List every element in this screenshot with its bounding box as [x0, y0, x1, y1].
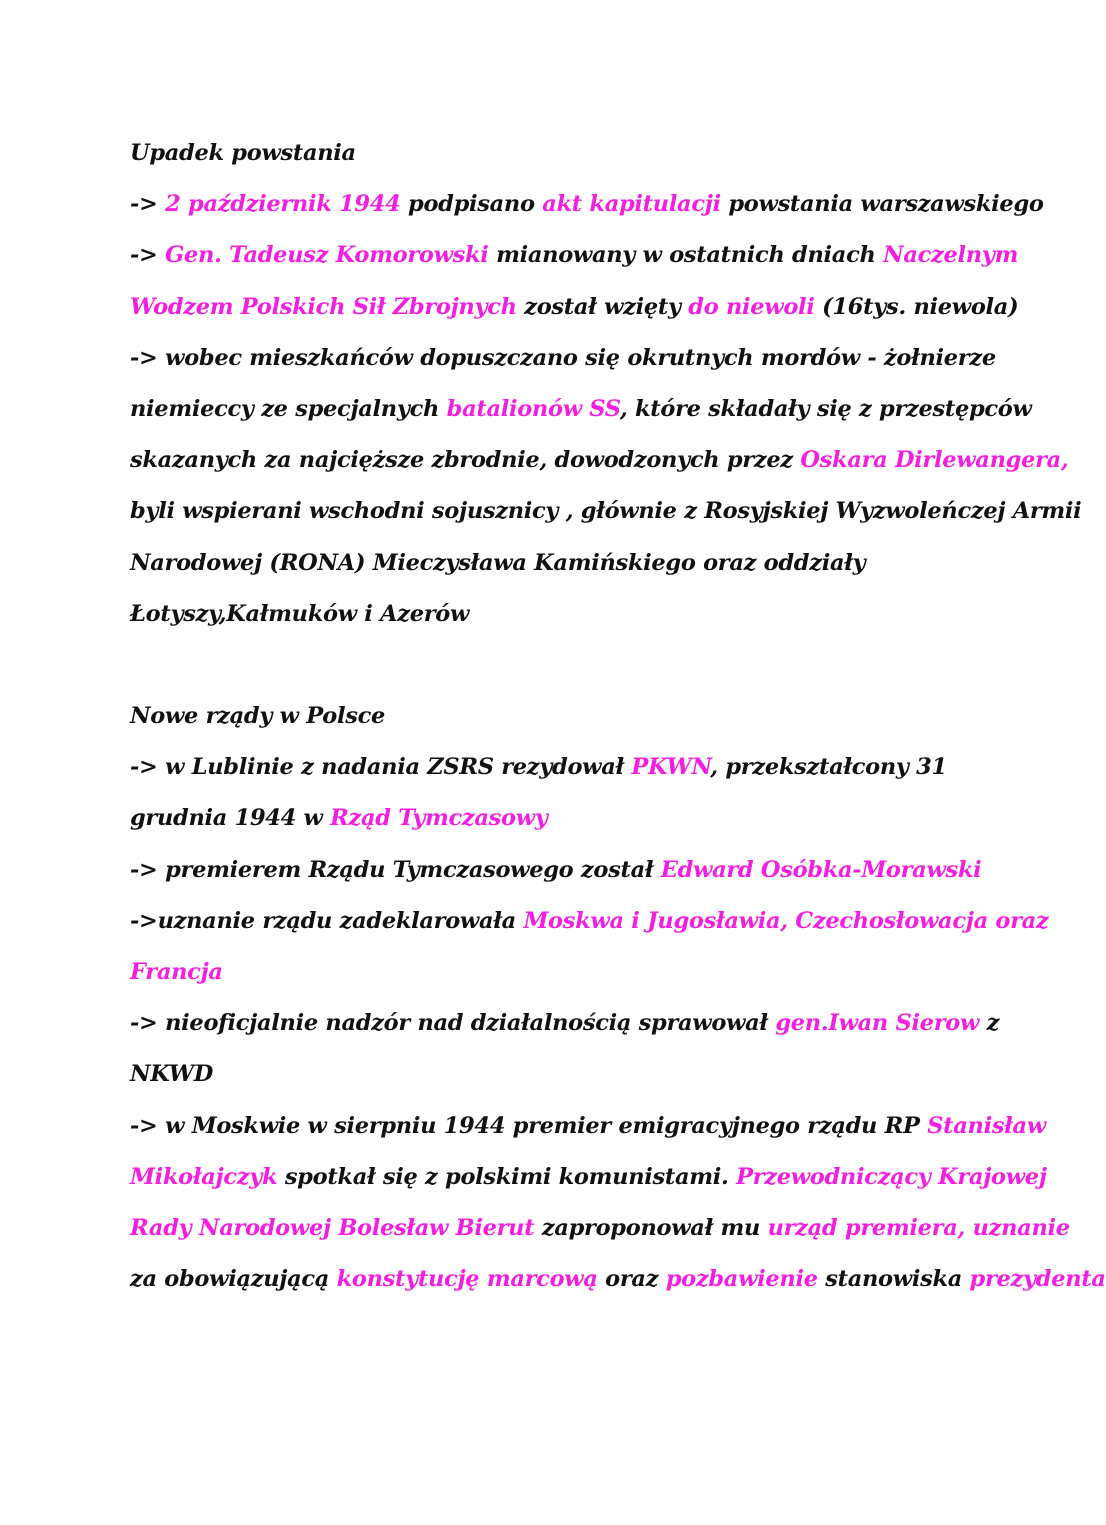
body-text: -> w Lublinie z nadania ZSRS rezydował: [130, 754, 632, 781]
body-text: spotkał się z polskimi komunistami.: [277, 1163, 737, 1190]
body-text: ->uznanie rządu zadeklarowała: [130, 907, 524, 934]
note-line: [130, 1203, 1070, 1254]
highlighted-text: Mikołajczyk: [130, 1163, 278, 1190]
highlighted-text: pozbawienie: [665, 1266, 818, 1293]
notes-page: [130, 128, 1106, 1305]
highlighted-text: Rady Narodowej Bolesław Bierut: [130, 1214, 535, 1241]
note-line: [130, 845, 982, 896]
body-text: oraz: [597, 1266, 666, 1293]
note-line: [130, 1254, 1106, 1305]
note-line: [130, 179, 1044, 230]
body-text: -> premierem Rządu Tymczasowego został: [130, 856, 661, 883]
highlighted-text: gen.Iwan Sierow: [775, 1010, 980, 1037]
body-text: Narodowej (RONA) Mieczysława Kamińskiego oraz oddziały: [130, 549, 866, 576]
note-line: [130, 384, 1032, 435]
body-text: (16tys. niewola): [814, 293, 1019, 320]
body-text: skazanych za najcięższe zbrodnie, dowodzonych przez: [130, 447, 801, 474]
highlighted-text: Edward Osóbka-Morawski: [660, 856, 982, 883]
highlighted-text: PKWN: [631, 754, 711, 781]
highlighted-text: Gen. Tadeusz Komorowski: [165, 242, 489, 269]
body-text: grudnia 1944 w: [130, 805, 331, 832]
section-heading: Upadek powstania: [130, 140, 356, 166]
note-line: [130, 793, 960, 844]
note-line: [130, 589, 960, 640]
body-text: -> nieoficjalnie nadzór nad działalnością sprawował: [130, 1010, 776, 1037]
body-text: stanowiska: [817, 1266, 970, 1293]
body-text: , które składały się z przestępców: [619, 395, 1032, 422]
highlighted-text: urząd premiera, uznanie: [767, 1214, 1070, 1241]
highlighted-text: Przewodniczący Krajowej: [736, 1163, 1047, 1190]
highlighted-text: Moskwa i Jugosławia, Czechosłowacja oraz: [523, 907, 1049, 934]
note-line: [130, 230, 1019, 281]
body-text: -> w Moskwie w sierpniu 1944 premier emigracyjnego rządu RP: [130, 1112, 928, 1139]
body-text: ->: [130, 191, 166, 218]
body-text: z: [979, 1010, 1000, 1037]
body-text: powstania warszawskiego: [720, 191, 1044, 218]
highlighted-text: Naczelnym: [883, 242, 1019, 269]
note-line: [130, 998, 1000, 1049]
body-text: zaproponował mu: [534, 1214, 768, 1241]
section-heading: Nowe rządy w Polsce: [130, 703, 385, 730]
highlighted-text: Rząd Tymczasowy: [330, 805, 548, 832]
note-line: [130, 486, 1082, 537]
note-line: [130, 1049, 960, 1100]
note-line: [130, 896, 1049, 947]
body-text: niemieccy ze specjalnych: [130, 395, 447, 422]
body-text: Łotyszy,Kałmuków i Azerów: [130, 600, 470, 627]
body-text: został wzięty: [516, 293, 689, 320]
body-text: byli wspierani wschodni sojusznicy , głównie z Rosyjskiej Wyzwoleńczej Armii: [130, 498, 1082, 525]
note-line: [130, 538, 960, 589]
section-spacer: [130, 640, 960, 691]
highlighted-text: akt kapitulacji: [542, 191, 721, 218]
note-section: [130, 128, 1082, 640]
body-text: ->: [130, 242, 166, 269]
highlighted-text: Oskara Dirlewangera,: [800, 447, 1069, 474]
note-line: [130, 435, 1069, 486]
highlighted-text: prezydenta: [969, 1266, 1106, 1293]
note-line: [130, 282, 1019, 333]
body-text: za obowiązującą: [130, 1266, 337, 1293]
highlighted-text: batalionów SS: [446, 395, 620, 422]
body-text: NKWD: [130, 1061, 213, 1088]
highlighted-text: Stanisław: [927, 1112, 1046, 1139]
highlighted-text: Wodzem Polskich Sił Zbrojnych: [130, 293, 517, 320]
note-section: [130, 691, 1106, 1305]
note-line: [130, 1101, 1046, 1152]
note-line: [130, 1152, 1047, 1203]
highlighted-text: 2 październik 1944: [165, 191, 401, 218]
highlighted-text: Francja: [130, 959, 223, 985]
body-text: , przekształcony 31: [710, 754, 947, 781]
body-text: -> wobec mieszkańców dopuszczano się okrutnych mordów - żołnierze: [130, 344, 996, 371]
body-text: mianowany w ostatnich dniach: [488, 242, 884, 269]
note-line: [130, 947, 960, 998]
highlighted-text: do niewoli: [688, 293, 815, 320]
note-line: [130, 742, 960, 793]
body-text: podpisano: [400, 191, 543, 218]
highlighted-text: konstytucję marcową: [336, 1266, 598, 1293]
note-line: [130, 333, 996, 384]
